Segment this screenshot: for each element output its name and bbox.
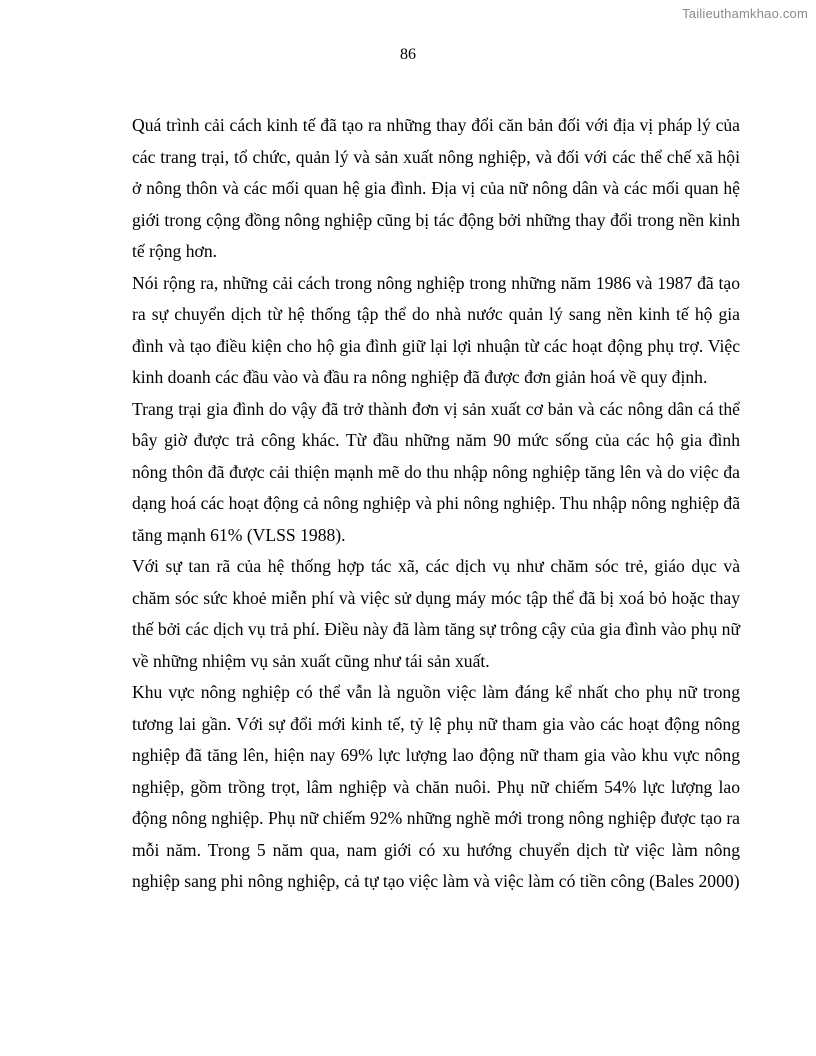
paragraph-economic-reform: Quá trình cải cách kinh tế đã tạo ra những thay đổi căn bản đối với địa vị pháp lý của các trang trại, tổ chức, quản lý và sản xuất nông nghiệp, và đối với các thể chế xã hội ở nông thôn và các mối quan hệ gia đình. Địa vị của nữ nông dân và các mối quan hệ giới trong cộng đồng nông nghiệp cũng bị tác động bởi những thay đổi trong nền kinh tế rộng hơn.: [132, 115, 740, 261]
paragraph-agricultural-reforms: Nói rộng ra, những cải cách trong nông nghiệp trong những năm 1986 và 1987 đã tạo ra sự chuyển dịch từ hệ thống tập thể do nhà nước quản lý sang nền kinh tế hộ gia đình và tạo điều kiện cho hộ gia đình giữ lại lợi nhuận từ các hoạt động phụ trợ. Việc kinh doanh các đầu vào và đầu ra nông nghiệp đã được đơn giản hoá về quy định.: [132, 272, 740, 387]
page-number: 86: [400, 46, 416, 63]
watermark-text: Tailieuthamkhao.com: [682, 6, 808, 21]
document-body: [132, 110, 740, 898]
paragraph-women-employment: Khu vực nông nghiệp có thể vẫn là nguồn việc làm đáng kể nhất cho phụ nữ trong tương lai gần. Với sự đổi mới kinh tế, tỷ lệ phụ nữ tham gia vào các hoạt động nông nghiệp đã tăng lên, hiện nay 69% lực lượng lao động nữ tham gia vào khu vực nông nghiệp, gồm trồng trọt, lâm nghiệp và chăn nuôi. Phụ nữ chiếm 54% lực lượng lao động nông nghiệp. Phụ nữ chiếm 92% những nghề mới trong nông nghiệp được tạo ra mỗi năm. Trong 5 năm qua, nam giới có xu hướng chuyển dịch từ việc làm nông nghiệp sang phi nông nghiệp, cả tự tạo việc làm và việc làm có tiền công (Bales 2000): [132, 682, 740, 891]
paragraph-family-farms: Trang trại gia đình do vậy đã trở thành đơn vị sản xuất cơ bản và các nông dân cá thể bây giờ được trả công khác. Từ đầu những năm 90 mức sống của các hộ gia đình nông thôn đã được cải thiện mạnh mẽ do thu nhập nông nghiệp tăng lên và do việc đa dạng hoá các hoạt động cả nông nghiệp và phi nông nghiệp. Thu nhập nông nghiệp đã tăng mạnh 61% (VLSS 1988).: [132, 398, 740, 545]
paragraph-cooperatives: Với sự tan rã của hệ thống hợp tác xã, các dịch vụ như chăm sóc trẻ, giáo dục và chăm sóc sức khoẻ miễn phí và việc sử dụng máy móc tập thể đã bị xoá bỏ hoặc thay thế bởi các dịch vụ trả phí. Điều này đã làm tăng sự trông cậy của gia đình vào phụ nữ về những nhiệm vụ sản xuất cũng như tái sản xuất.: [132, 556, 740, 671]
